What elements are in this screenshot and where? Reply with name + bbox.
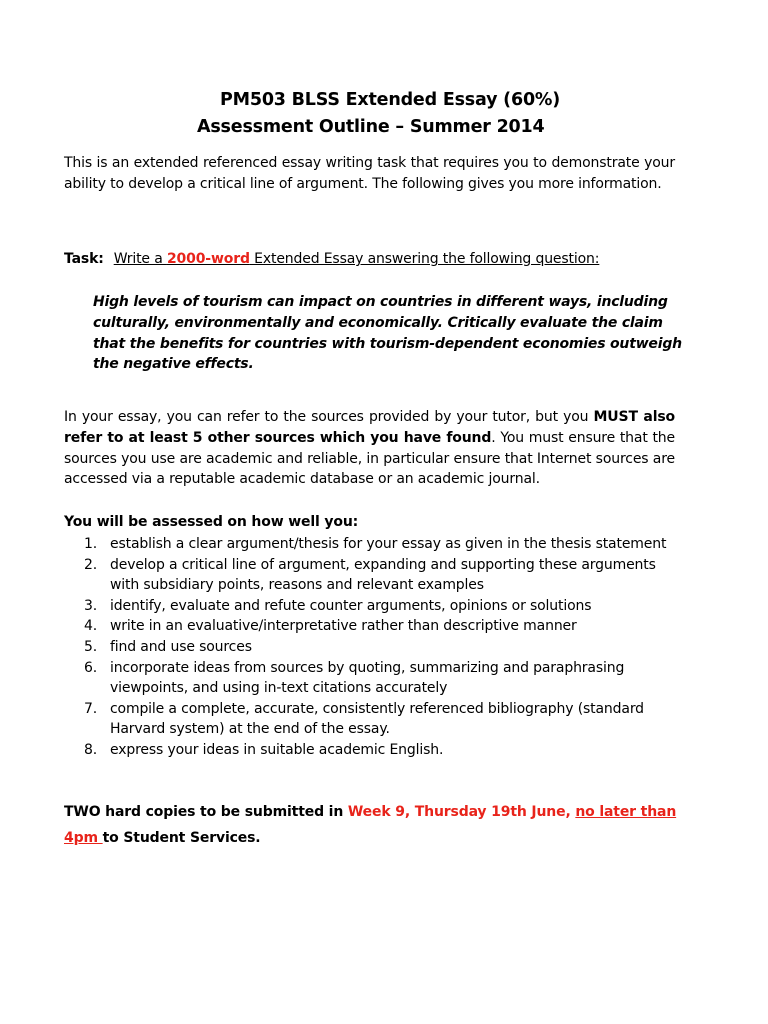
criteria-text: identify, evaluate and refute counter arguments, opinions or solutions — [110, 597, 592, 614]
task-suffix: Extended Essay answering the following question: — [249, 251, 600, 267]
criteria-item — [64, 555, 684, 596]
intro-paragraph: This is an extended referenced essay writing task that requires you to demonstrate your ability to develop a critical line of argument. The following gives you more information. — [64, 155, 675, 192]
submission-instructions — [64, 799, 684, 851]
document-subtitle: Assessment Outline – Summer 2014 — [197, 117, 545, 137]
criteria-number: 8. — [84, 741, 98, 758]
sources-paragraph — [64, 407, 675, 490]
criteria-item — [64, 596, 684, 617]
criteria-number: 3. — [84, 597, 98, 614]
criteria-text: establish a clear argument/thesis for your essay as given in the thesis statement — [110, 536, 667, 552]
criteria-number: 6. — [84, 659, 98, 676]
criteria-number: 1. — [84, 536, 98, 552]
criteria-text: find and use sources — [110, 638, 252, 655]
assessment-heading: You will be assessed on how well you: — [64, 514, 359, 530]
criteria-item — [64, 616, 684, 637]
submission-date: Week 9, Thursday 19th June, — [347, 804, 576, 820]
criteria-number: 4. — [84, 618, 98, 635]
criteria-item — [64, 637, 684, 658]
criteria-number: 2. — [84, 556, 98, 573]
task-label: Task: — [64, 251, 104, 267]
task-instruction — [114, 251, 600, 267]
essay-question — [93, 292, 682, 375]
submission-text-2: to Student Services. — [102, 830, 261, 846]
criteria-item — [64, 699, 684, 740]
submission-text-1: TWO hard copies to be submitted in — [64, 804, 348, 820]
criteria-number: 7. — [84, 700, 98, 717]
criteria-text: write in an evaluative/interpretative rather than descriptive manner — [110, 618, 577, 635]
criteria-text: incorporate ideas from sources by quoting, summarizing and paraphrasing viewpoints, and using in-text citations accurately — [110, 659, 625, 697]
question-line: the negative effects. — [93, 356, 254, 373]
question-line: that the benefits for countries with tourism-dependent economies outweigh — [93, 335, 682, 352]
sources-requirement: MUST also refer to at least 5 other sources which you have found — [64, 409, 675, 446]
criteria-item — [64, 658, 684, 699]
task-line — [64, 251, 599, 267]
document-title: PM503 BLSS Extended Essay (60%) — [220, 90, 561, 110]
question-line: culturally, environmentally and economically. Critically evaluate the claim — [93, 314, 663, 331]
task-prefix: Write a — [113, 251, 167, 267]
assessment-criteria-list — [64, 534, 684, 761]
criteria-item — [64, 740, 684, 761]
question-line: High levels of tourism can impact on countries in different ways, including — [93, 294, 668, 310]
submission-deadline: no later than 4pm — [64, 804, 677, 846]
sources-text-1: In your essay, you can refer to the sources provided by your tutor, but you — [64, 409, 594, 425]
criteria-item — [64, 534, 684, 555]
criteria-text: express your ideas in suitable academic English. — [110, 741, 444, 758]
criteria-number: 5. — [84, 638, 98, 655]
word-count: 2000-word — [166, 251, 250, 267]
sources-text-2: . You must ensure that the sources you use are academic and reliable, in particular ensure that Internet sources are accessed via a reputable academic database or an academic journal. — [64, 429, 675, 488]
criteria-text: compile a complete, accurate, consistently referenced bibliography (standard Harvard system) at the end of the essay. — [110, 700, 644, 738]
criteria-text: develop a critical line of argument, expanding and supporting these arguments with subsidiary points, reasons and relevant examples — [110, 556, 656, 594]
